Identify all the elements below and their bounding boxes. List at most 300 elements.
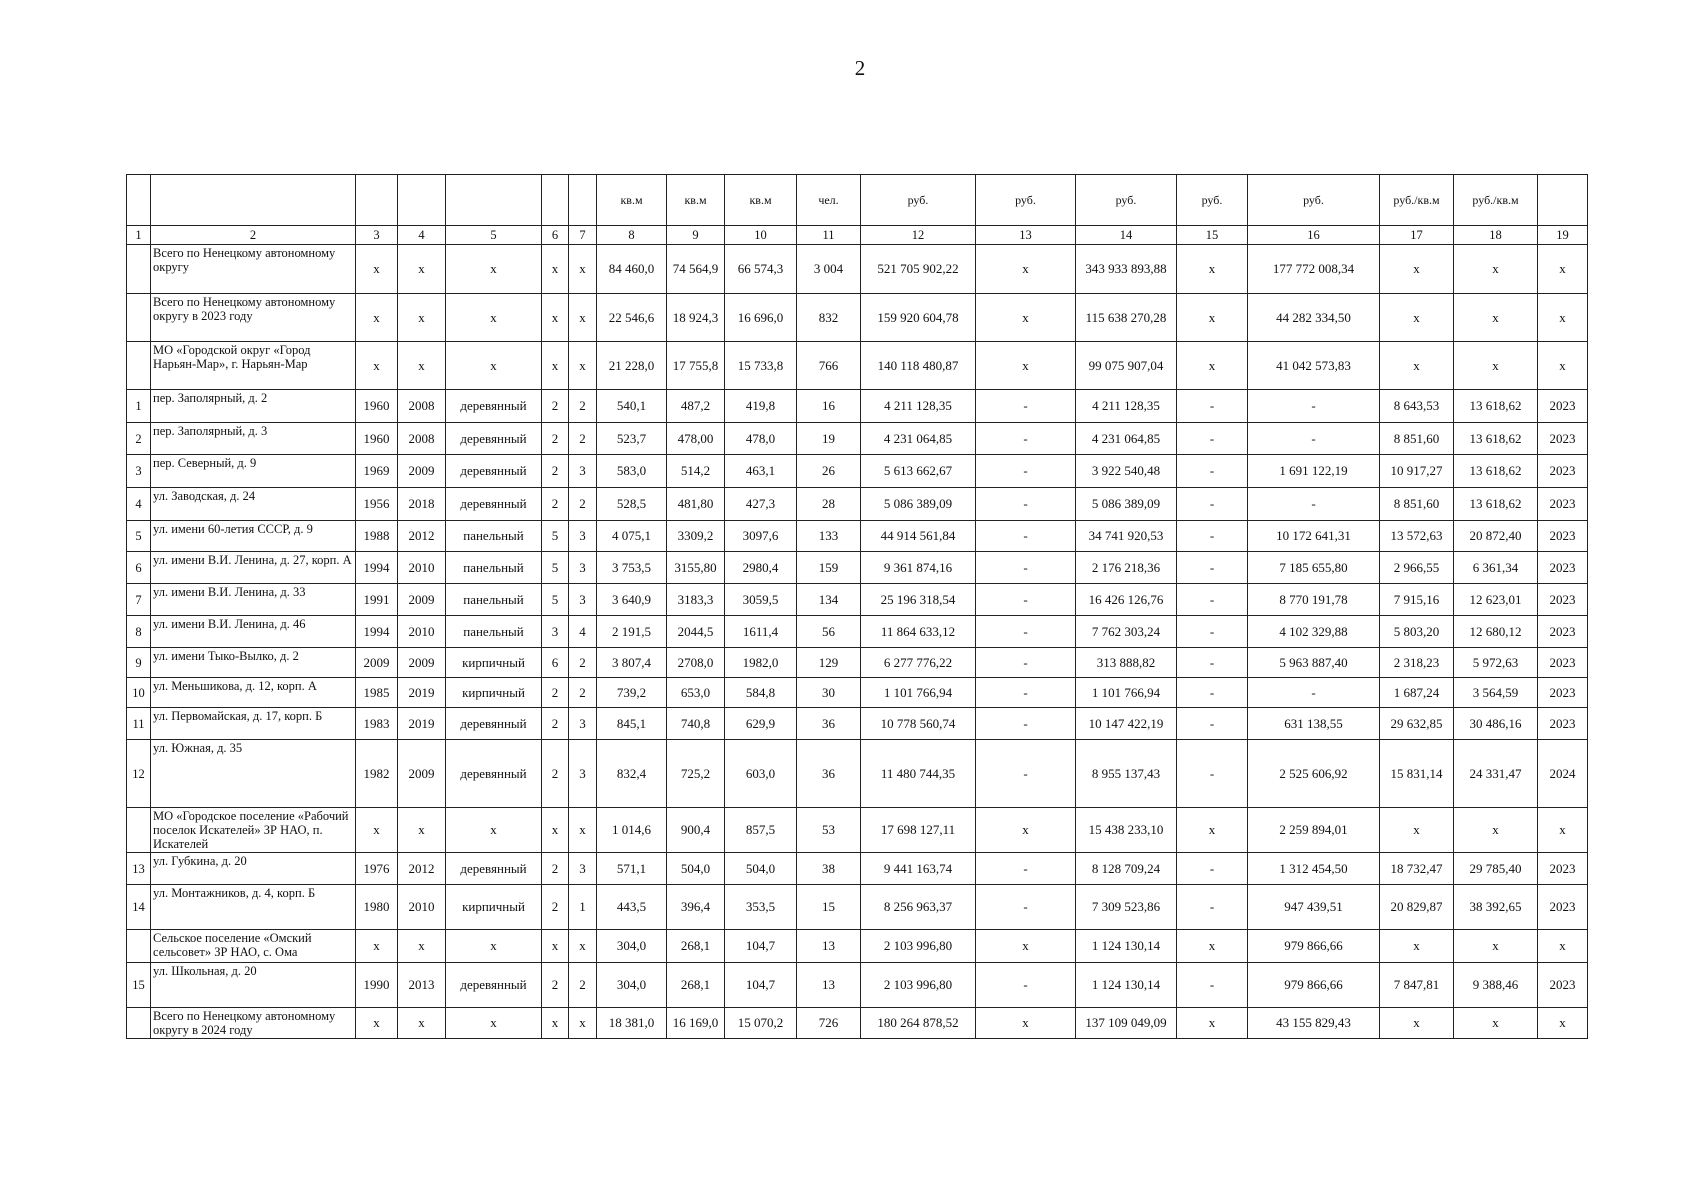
value-cell: 2044,5 [667,616,725,648]
value-cell: 1994 [356,552,398,584]
value-cell: - [1177,708,1248,740]
column-number-cell: 12 [861,226,976,245]
value-cell: 268,1 [667,963,725,1008]
value-cell: 38 [797,853,861,885]
unit-cell [446,175,542,226]
value-cell: 1960 [356,390,398,423]
table-row [127,584,1588,616]
row-index-cell [127,245,151,294]
value-cell: 7 762 303,24 [1076,616,1177,648]
value-cell: x [446,342,542,390]
value-cell: 38 392,65 [1454,885,1538,930]
value-cell: 443,5 [597,885,667,930]
column-number-cell: 8 [597,226,667,245]
value-cell: 41 042 573,83 [1248,342,1380,390]
value-cell: 2010 [398,552,446,584]
value-cell: 2 [569,678,597,708]
value-cell: 25 196 318,54 [861,584,976,616]
value-cell: 2 [569,423,597,455]
column-number-cell: 7 [569,226,597,245]
housing-table [126,174,1588,1039]
value-cell: 2 103 996,80 [861,963,976,1008]
value-cell: x [976,245,1076,294]
value-cell: x [1538,930,1588,963]
group-name-cell: Всего по Ненецкому автономному округу [151,245,356,294]
value-cell: 2019 [398,708,446,740]
value-cell: x [446,808,542,853]
value-cell: 2008 [398,423,446,455]
value-cell: x [1538,1008,1588,1039]
value-cell: 7 847,81 [1380,963,1454,1008]
row-index-cell: 13 [127,853,151,885]
value-cell: - [976,885,1076,930]
value-cell: - [1177,390,1248,423]
value-cell: 13 618,62 [1454,455,1538,488]
value-cell: x [446,1008,542,1039]
subtotal-row [127,294,1588,342]
value-cell: 4 231 064,85 [861,423,976,455]
unit-cell: кв.м [725,175,797,226]
value-cell: 180 264 878,52 [861,1008,976,1039]
value-cell: 4 [569,616,597,648]
value-cell: 1985 [356,678,398,708]
unit-cell: руб. [1076,175,1177,226]
value-cell: деревянный [446,853,542,885]
address-cell: ул. имени 60-летия СССР, д. 9 [151,521,356,552]
value-cell: 514,2 [667,455,725,488]
value-cell: x [542,342,569,390]
value-cell: 7 309 523,86 [1076,885,1177,930]
value-cell: 1 101 766,94 [1076,678,1177,708]
value-cell: 30 [797,678,861,708]
value-cell: 584,8 [725,678,797,708]
value-cell: 2009 [398,455,446,488]
row-index-cell: 6 [127,552,151,584]
value-cell: x [1454,294,1538,342]
row-index-cell: 2 [127,423,151,455]
table-row [127,616,1588,648]
value-cell: 427,3 [725,488,797,521]
table-row [127,390,1588,423]
subtotal-row [127,342,1588,390]
value-cell: - [1177,488,1248,521]
unit-cell [542,175,569,226]
subtotal-row [127,930,1588,963]
value-cell: 740,8 [667,708,725,740]
value-cell: 1 101 766,94 [861,678,976,708]
value-cell: x [356,930,398,963]
value-cell: x [1380,342,1454,390]
value-cell: 1 687,24 [1380,678,1454,708]
row-index-cell [127,808,151,853]
value-cell: 653,0 [667,678,725,708]
value-cell: 2 259 894,01 [1248,808,1380,853]
value-cell: 2 [542,740,569,808]
value-cell: 2023 [1538,390,1588,423]
value-cell: 4 075,1 [597,521,667,552]
group-name-cell: Сельское поселение «Омский сельсовет» ЗР НАО, с. Ома [151,930,356,963]
value-cell: 11 480 744,35 [861,740,976,808]
value-cell: - [1177,648,1248,678]
value-cell: x [976,930,1076,963]
value-cell: - [976,740,1076,808]
value-cell: 5 [542,521,569,552]
value-cell: 947 439,51 [1248,885,1380,930]
value-cell: 832 [797,294,861,342]
value-cell: - [1177,885,1248,930]
value-cell: 2012 [398,521,446,552]
value-cell: 9 441 163,74 [861,853,976,885]
value-cell: x [398,294,446,342]
value-cell: 17 698 127,11 [861,808,976,853]
value-cell: - [1177,552,1248,584]
value-cell: 478,0 [725,423,797,455]
value-cell: 30 486,16 [1454,708,1538,740]
address-cell: ул. имени В.И. Ленина, д. 33 [151,584,356,616]
value-cell: 16 169,0 [667,1008,725,1039]
unit-cell: руб./кв.м [1380,175,1454,226]
value-cell: 5 086 389,09 [1076,488,1177,521]
value-cell: 1 124 130,14 [1076,963,1177,1008]
value-cell: 1982 [356,740,398,808]
value-cell: панельный [446,521,542,552]
value-cell: 832,4 [597,740,667,808]
row-index-cell: 8 [127,616,151,648]
value-cell: 2012 [398,853,446,885]
value-cell: 2023 [1538,853,1588,885]
row-index-cell: 11 [127,708,151,740]
value-cell: 2 [542,678,569,708]
column-number-cell: 17 [1380,226,1454,245]
unit-cell: руб. [1177,175,1248,226]
value-cell: 8 643,53 [1380,390,1454,423]
value-cell: 739,2 [597,678,667,708]
value-cell: 3155,80 [667,552,725,584]
value-cell: 1990 [356,963,398,1008]
value-cell: 15 733,8 [725,342,797,390]
table-row [127,853,1588,885]
value-cell: 5 963 887,40 [1248,648,1380,678]
unit-cell [151,175,356,226]
value-cell: 2 [542,963,569,1008]
value-cell: 24 331,47 [1454,740,1538,808]
value-cell: 104,7 [725,963,797,1008]
value-cell: x [569,294,597,342]
value-cell: 2 [542,423,569,455]
value-cell: 6 277 776,22 [861,648,976,678]
value-cell: x [398,245,446,294]
value-cell: 7 915,16 [1380,584,1454,616]
value-cell: 2023 [1538,584,1588,616]
value-cell: 3 807,4 [597,648,667,678]
address-cell: ул. Губкина, д. 20 [151,853,356,885]
value-cell: деревянный [446,963,542,1008]
value-cell: 6 361,34 [1454,552,1538,584]
unit-cell: кв.м [667,175,725,226]
value-cell: x [976,294,1076,342]
value-cell: x [569,342,597,390]
value-cell: 8 256 963,37 [861,885,976,930]
value-cell: 2009 [356,648,398,678]
value-cell: - [1248,678,1380,708]
value-cell: - [1177,740,1248,808]
row-index-cell: 14 [127,885,151,930]
value-cell: деревянный [446,488,542,521]
value-cell: 3 [569,708,597,740]
value-cell: 2023 [1538,423,1588,455]
value-cell: 56 [797,616,861,648]
value-cell: 2023 [1538,648,1588,678]
value-cell: 313 888,82 [1076,648,1177,678]
value-cell: 2009 [398,584,446,616]
value-cell: 43 155 829,43 [1248,1008,1380,1039]
value-cell: 137 109 049,09 [1076,1008,1177,1039]
value-cell: 2024 [1538,740,1588,808]
group-name-cell: Всего по Ненецкому автономному округу в 2023 году [151,294,356,342]
value-cell: 1980 [356,885,398,930]
value-cell: 12 680,12 [1454,616,1538,648]
value-cell: x [976,1008,1076,1039]
value-cell: 523,7 [597,423,667,455]
column-number-cell: 4 [398,226,446,245]
value-cell: - [976,455,1076,488]
value-cell: 134 [797,584,861,616]
row-index-cell: 3 [127,455,151,488]
value-cell: 504,0 [725,853,797,885]
value-cell: 66 574,3 [725,245,797,294]
column-number-cell: 3 [356,226,398,245]
value-cell: x [1538,294,1588,342]
value-cell: 26 [797,455,861,488]
value-cell: 521 705 902,22 [861,245,976,294]
column-number-cell: 19 [1538,226,1588,245]
value-cell: 20 872,40 [1454,521,1538,552]
unit-cell: руб. [1248,175,1380,226]
value-cell: 268,1 [667,930,725,963]
value-cell: x [398,808,446,853]
table-row [127,885,1588,930]
value-cell: 3 [569,552,597,584]
row-index-cell [127,294,151,342]
value-cell: 4 231 064,85 [1076,423,1177,455]
value-cell: 11 864 633,12 [861,616,976,648]
value-cell: x [542,245,569,294]
value-cell: 2 [569,963,597,1008]
value-cell: 7 185 655,80 [1248,552,1380,584]
address-cell: ул. Заводская, д. 24 [151,488,356,521]
value-cell: - [1177,616,1248,648]
value-cell: - [976,678,1076,708]
address-cell: ул. имени В.И. Ленина, д. 27, корп. А [151,552,356,584]
value-cell: 487,2 [667,390,725,423]
value-cell: 10 172 641,31 [1248,521,1380,552]
value-cell: 2019 [398,678,446,708]
value-cell: 1988 [356,521,398,552]
value-cell: 3 004 [797,245,861,294]
value-cell: 3 922 540,48 [1076,455,1177,488]
value-cell: - [976,616,1076,648]
value-cell: 13 618,62 [1454,488,1538,521]
value-cell: 1611,4 [725,616,797,648]
row-index-cell: 4 [127,488,151,521]
value-cell: 304,0 [597,930,667,963]
value-cell: 2010 [398,885,446,930]
value-cell: 3 [569,584,597,616]
value-cell: x [569,930,597,963]
value-cell: 2 [542,708,569,740]
value-cell: x [446,245,542,294]
value-cell: 2009 [398,740,446,808]
value-cell: 15 438 233,10 [1076,808,1177,853]
value-cell: 571,1 [597,853,667,885]
value-cell: - [976,648,1076,678]
value-cell: 3 753,5 [597,552,667,584]
address-cell: ул. Первомайская, д. 17, корп. Б [151,708,356,740]
unit-cell [1538,175,1588,226]
value-cell: 2 525 606,92 [1248,740,1380,808]
column-number-cell: 2 [151,226,356,245]
address-cell: ул. Южная, д. 35 [151,740,356,808]
value-cell: x [1177,245,1248,294]
value-cell: 2023 [1538,488,1588,521]
value-cell: 13 572,63 [1380,521,1454,552]
value-cell: 629,9 [725,708,797,740]
value-cell: 3 [569,740,597,808]
value-cell: 5 972,63 [1454,648,1538,678]
value-cell: 5 [542,584,569,616]
value-cell: 36 [797,708,861,740]
unit-cell [127,175,151,226]
value-cell: - [976,552,1076,584]
value-cell: x [1177,342,1248,390]
value-cell: - [1177,455,1248,488]
value-cell: 29 785,40 [1454,853,1538,885]
value-cell: панельный [446,584,542,616]
row-index-cell [127,930,151,963]
column-number-cell: 18 [1454,226,1538,245]
value-cell: 979 866,66 [1248,963,1380,1008]
value-cell: 2 966,55 [1380,552,1454,584]
value-cell: 2 [542,853,569,885]
value-cell: панельный [446,616,542,648]
value-cell: 13 [797,930,861,963]
column-number-cell: 10 [725,226,797,245]
value-cell: 1 124 130,14 [1076,930,1177,963]
column-number-cell: 14 [1076,226,1177,245]
value-cell: x [446,294,542,342]
value-cell: 726 [797,1008,861,1039]
value-cell: 2013 [398,963,446,1008]
value-cell: 8 770 191,78 [1248,584,1380,616]
value-cell: 2018 [398,488,446,521]
unit-cell: руб./кв.м [1454,175,1538,226]
value-cell: 6 [542,648,569,678]
value-cell: x [1538,245,1588,294]
value-cell: 2 [542,488,569,521]
housing-table-wrapper [126,174,1588,1039]
value-cell: x [446,930,542,963]
value-cell: 463,1 [725,455,797,488]
value-cell: x [542,930,569,963]
value-cell: 36 [797,740,861,808]
value-cell: 133 [797,521,861,552]
unit-cell [569,175,597,226]
value-cell: x [569,808,597,853]
value-cell: 17 755,8 [667,342,725,390]
group-name-cell: МО «Городской округ «Город Нарьян-Мар», г. Нарьян-Мар [151,342,356,390]
value-cell: кирпичный [446,648,542,678]
value-cell: 20 829,87 [1380,885,1454,930]
group-name-cell: МО «Городское поселение «Рабочий поселок Искателей» ЗР НАО, п. Искателей [151,808,356,853]
value-cell: 478,00 [667,423,725,455]
units-row [127,175,1588,226]
value-cell: 129 [797,648,861,678]
column-number-cell: 9 [667,226,725,245]
value-cell: 504,0 [667,853,725,885]
value-cell: 2 [569,488,597,521]
value-cell: - [1248,423,1380,455]
table-row [127,678,1588,708]
value-cell: x [1380,808,1454,853]
value-cell: 3059,5 [725,584,797,616]
value-cell: 857,5 [725,808,797,853]
row-index-cell: 7 [127,584,151,616]
address-cell: ул. Монтажников, д. 4, корп. Б [151,885,356,930]
value-cell: - [976,584,1076,616]
subtotal-row [127,245,1588,294]
value-cell: 1960 [356,423,398,455]
value-cell: - [976,708,1076,740]
value-cell: 1991 [356,584,398,616]
address-cell: ул. Меньшикова, д. 12, корп. А [151,678,356,708]
unit-cell: чел. [797,175,861,226]
value-cell: 2 318,23 [1380,648,1454,678]
row-index-cell: 15 [127,963,151,1008]
value-cell: x [356,808,398,853]
value-cell: x [1538,342,1588,390]
subtotal-row [127,808,1588,853]
value-cell: 19 [797,423,861,455]
value-cell: x [398,342,446,390]
address-cell: пер. Заполярный, д. 3 [151,423,356,455]
row-index-cell: 12 [127,740,151,808]
value-cell: 2 [569,390,597,423]
value-cell: 1 [569,885,597,930]
row-index-cell [127,342,151,390]
value-cell: x [1538,808,1588,853]
value-cell: x [1380,1008,1454,1039]
unit-cell [398,175,446,226]
value-cell: x [542,294,569,342]
value-cell: деревянный [446,455,542,488]
value-cell: 583,0 [597,455,667,488]
table-row [127,552,1588,584]
value-cell: 13 618,62 [1454,390,1538,423]
value-cell: x [356,1008,398,1039]
value-cell: - [976,488,1076,521]
unit-cell: руб. [861,175,976,226]
column-number-cell: 13 [976,226,1076,245]
unit-cell [356,175,398,226]
value-cell: 481,80 [667,488,725,521]
value-cell: x [398,1008,446,1039]
value-cell: 3 [569,455,597,488]
column-number-cell: 5 [446,226,542,245]
column-number-cell: 16 [1248,226,1380,245]
value-cell: деревянный [446,390,542,423]
value-cell: 5 [542,552,569,584]
value-cell: x [1454,1008,1538,1039]
